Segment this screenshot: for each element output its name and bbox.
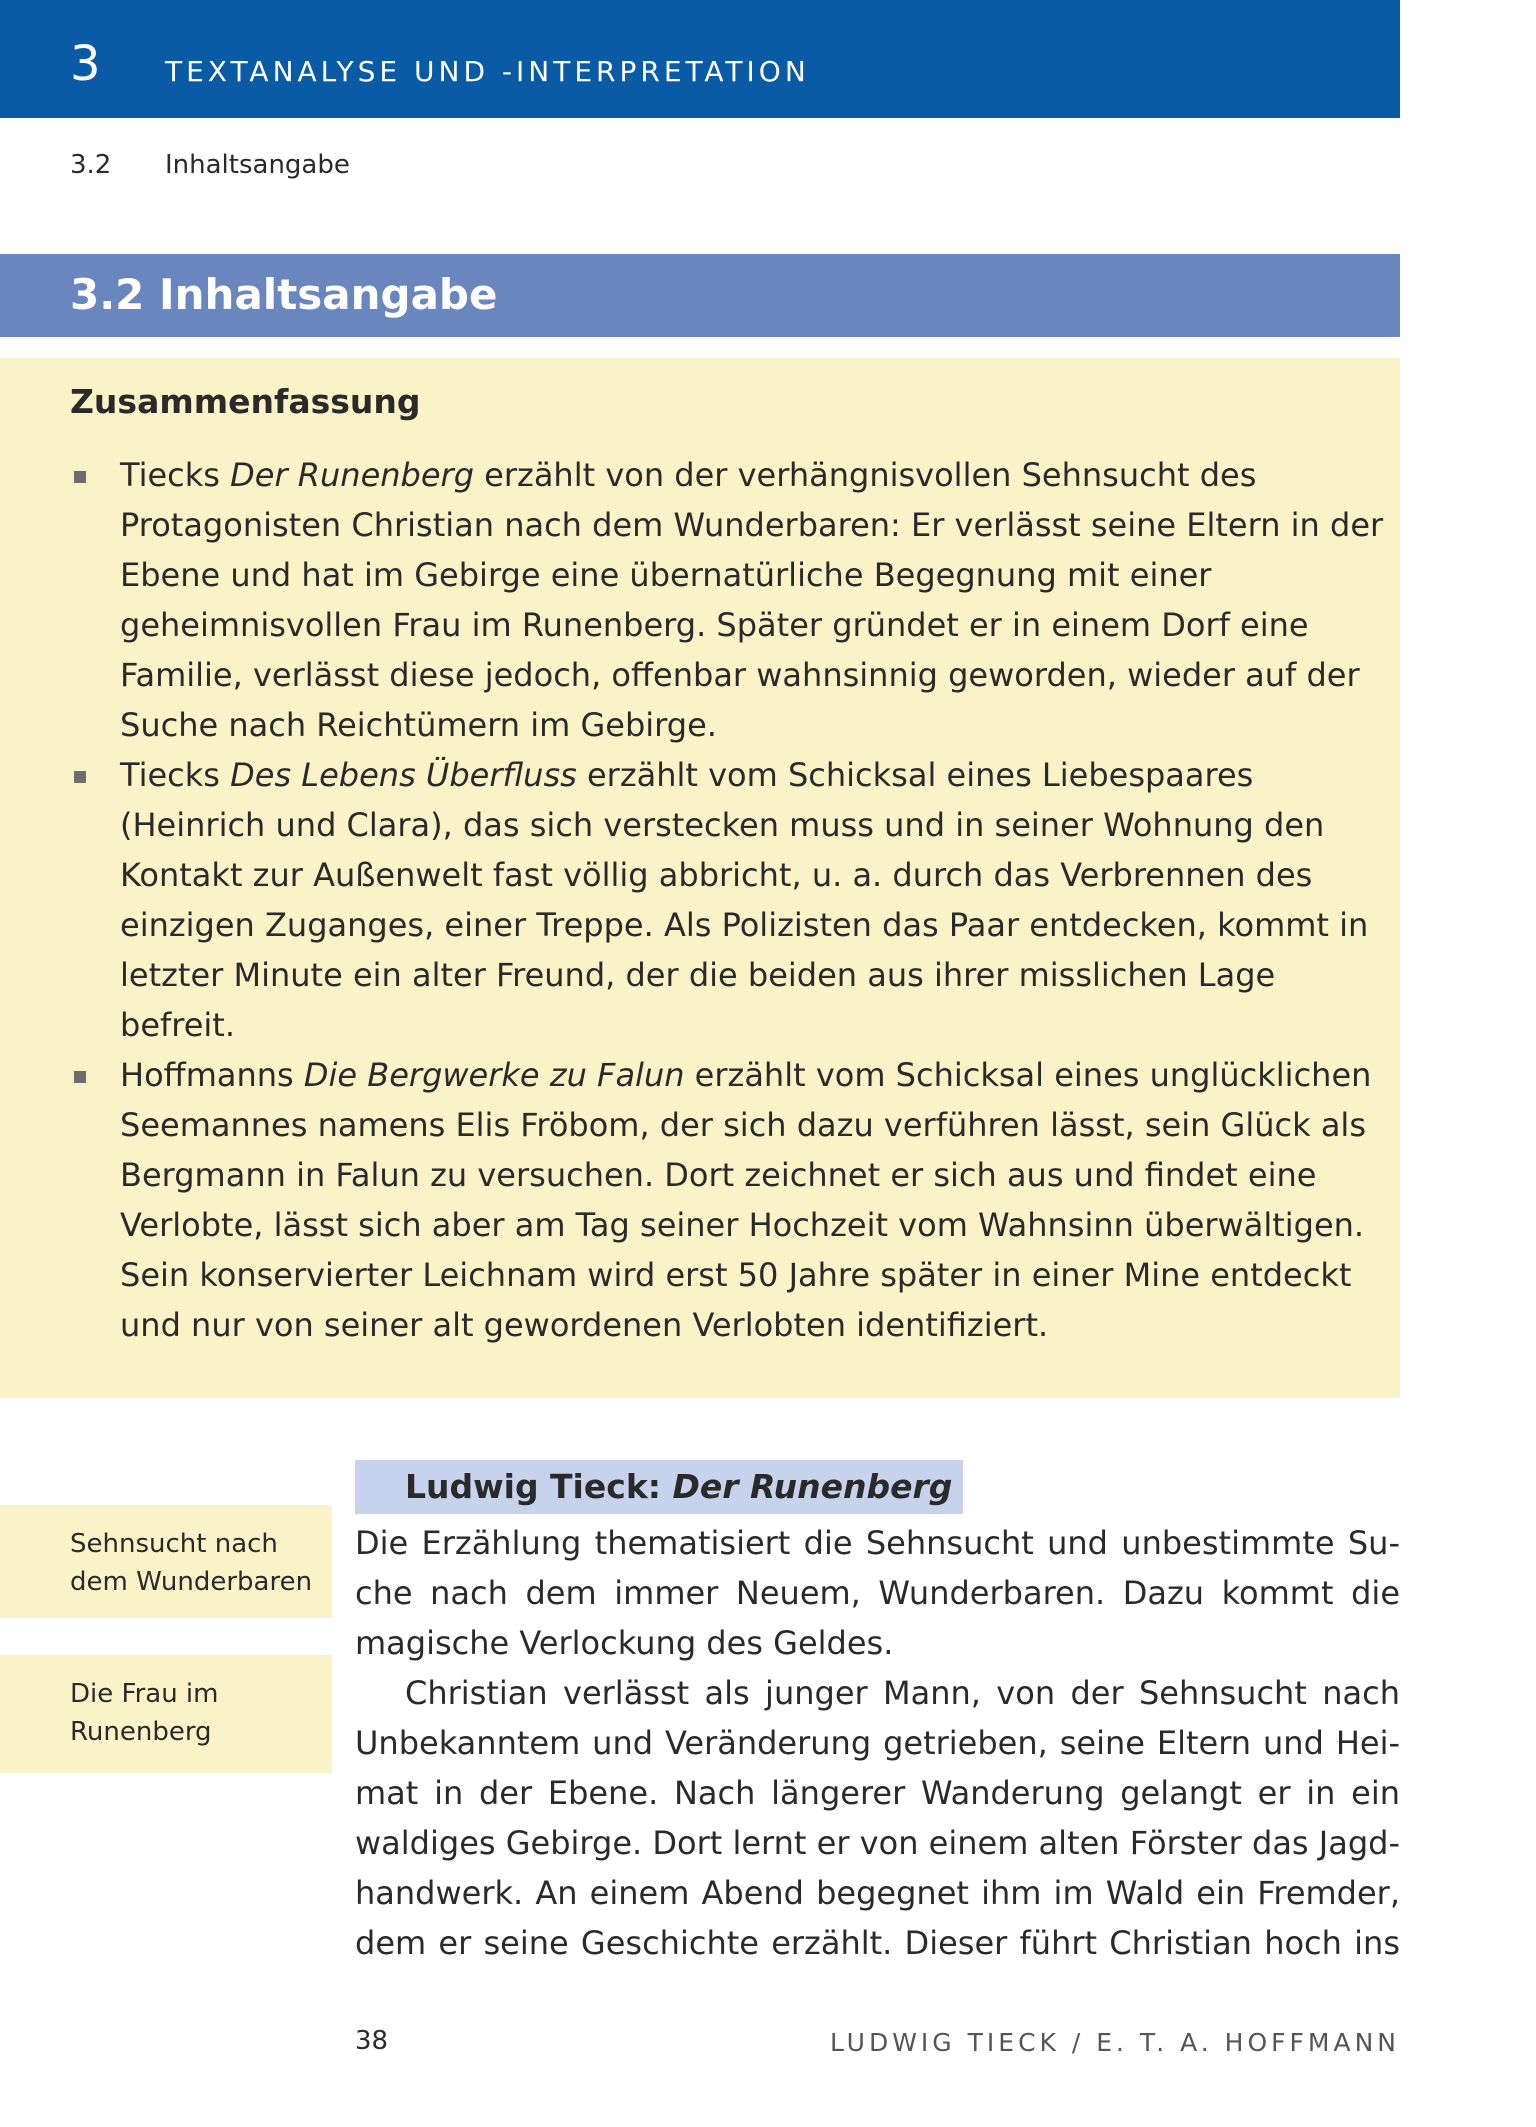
text-line: magische Verlockung des Geldes. [355,1624,894,1662]
chapter-title: TEXTANALYSE UND -INTERPRETATION [165,55,810,88]
text-line: Unbekanntem und Veränderung getrieben, seine Eltern und Hei- [355,1724,1400,1762]
text-line: waldiges Gebirge. Dort lernt er von einem alten Förster das Jagd- [355,1824,1400,1862]
summary-item-text: erzählt von der verhängnisvollen Sehnsucht des Protagonisten Christian nach dem Wunderbaren: Er verlässt seine Eltern in der Ebene und hat im Gebirge eine übernatürliche Begegnung mit einer geheimnisvollen Frau im Runenberg. Später gründet er in einem Dorf eine Familie, verlässt diese jedoch, offenbar wahnsinnig geworden, wieder auf der Suche nach Reichtümern im Gebirge. [120,456,1384,744]
page-number: 38 [355,2026,389,2056]
summary-list [70,450,1390,1350]
square-bullet-icon [74,471,86,483]
summary-item [70,1050,1390,1350]
square-bullet-icon [74,1071,86,1083]
text-line: dem er seine Geschichte erzählt. Dieser führt Christian hoch ins [355,1924,1400,1962]
running-section-number: 3.2 [70,150,112,180]
section-title: 3.2 Inhaltsangabe [70,270,498,319]
text-line: mat in der Ebene. Nach längerer Wanderung gelangt er in ein [355,1774,1400,1812]
summary-item-intro: Hoffmanns [120,1056,304,1094]
text-line: handwerk. An einem Abend begegnet ihm im Wald ein Fremder, [355,1874,1400,1912]
work-title: Der Runenberg [230,456,474,494]
section-title-bar [0,254,1400,337]
footer-author: LUDWIG TIECK / E. T. A. HOFFMANN [829,2028,1400,2057]
chapter-header-bar [0,0,1400,118]
summary-item-intro: Tiecks [120,756,231,794]
subsection-work: Der Runenberg [672,1467,953,1506]
square-bullet-icon [74,771,86,783]
margin-note: Sehnsucht nach dem Wunderbaren [0,1505,332,1618]
text-line: Die Erzählung thematisiert die Sehnsucht und unbestimmte Su- [355,1524,1400,1562]
summary-item-intro: Tiecks [120,456,231,494]
summary-item [70,750,1390,1050]
summary-item-text: erzählt vom Schicksal eines unglücklichen Seemannes namens Elis Fröbom, der sich dazu verführen lässt, sein Glück als Bergmann in Falun zu versuchen. Dort zeichnet er sich aus und findet eine Verlobte, lässt sich aber am Tag seiner Hochzeit vom Wahnsinn überwältigen. Sein konservierter Leichnam wird erst 50 Jahre später in einer Mine entdeckt und nur von seiner alt gewordenen Verlobten identifiziert. [120,1056,1372,1344]
paragraph [355,1668,1400,1968]
text-line: che nach dem immer Neuem, Wunderbaren. Dazu kommt die [355,1574,1400,1612]
summary-box [0,358,1400,1398]
work-title: Des Lebens Überfluss [230,756,577,794]
work-title: Die Bergwerke zu Falun [303,1056,685,1094]
subsection-author: Ludwig Tieck: [405,1467,673,1506]
subsection-heading [355,1460,963,1514]
margin-note: Die Frau im Runenberg [0,1655,332,1773]
summary-heading: Zusammenfassung [70,382,421,421]
paragraph [355,1518,1400,1668]
summary-item [70,450,1390,750]
text-line: Christian verlässt als junger Mann, von der Sehnsucht nach [405,1674,1400,1712]
running-section-title: Inhaltsangabe [165,150,350,180]
chapter-number: 3 [70,36,101,92]
body-text [355,1518,1400,1968]
summary-item-text: erzählt vom Schicksal eines Liebespaares (Heinrich und Clara), das sich verstecken muss und in seiner Wohnung den Kontakt zur Außenwelt fast völlig abbricht, u. a. durch das Verbrennen des einzigen Zuganges, einer Treppe. Als Polizisten das Paar entdecken, kommt in letzter Minute ein alter Freund, der die beiden aus ihrer misslichen Lage befreit. [120,756,1369,1044]
